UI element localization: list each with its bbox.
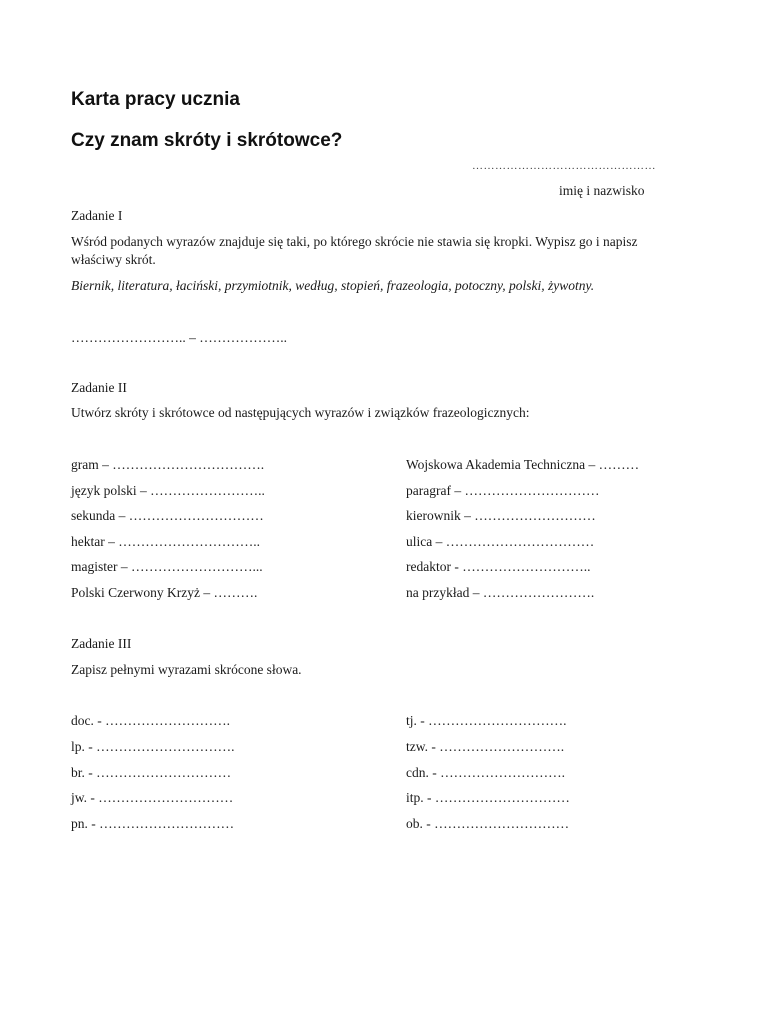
task2-right-item: paragraf – ………………………… (406, 483, 600, 498)
task2-heading: Zadanie II (71, 380, 127, 395)
task2-left-item: sekunda – ………………………… (71, 508, 264, 523)
task1-instruction: Wśród podanych wyrazów znajduje się taki, po którego skrócie nie stawia się kropki. Wypisz go i napisz właściwy skrót. (71, 234, 638, 267)
task1-answer-line: …………………….. – ……………….. (71, 330, 287, 345)
task2-left-item: magister – ………………………... (71, 559, 263, 574)
task2-instruction: Utwórz skróty i skrótowce od następujących wyrazów i związków frazeologicznych: (71, 405, 530, 420)
task3-left-item: br. - ………………………… (71, 765, 232, 780)
task1-heading: Zadanie I (71, 208, 123, 223)
task3-right-item: ob. - ………………………… (406, 816, 570, 831)
task1-word-list: Biernik, literatura, łaciński, przymiotnik, według, stopień, frazeologia, potoczny, polski, żywotny. (71, 278, 595, 293)
task3-left-item: pn. - ………………………… (71, 816, 235, 831)
task2-right-item: ulica – …………………………… (406, 534, 595, 549)
task2-right-item: kierownik – ……………………… (406, 508, 596, 523)
task2-left-item: gram – ……………………………. (71, 457, 265, 472)
task3-right-item: tj. - …………………………. (406, 713, 567, 728)
worksheet-subtitle: Czy znam skróty i skrótowce? (71, 130, 343, 151)
task2-right-item: na przykład – ……………………. (406, 585, 595, 600)
task3-heading: Zadanie III (71, 636, 132, 651)
task3-right-item: tzw. - ………………………. (406, 739, 565, 754)
task3-instruction: Zapisz pełnymi wyrazami skrócone słowa. (71, 662, 302, 677)
task3-right-item: itp. - ………………………… (406, 790, 570, 805)
task3-right-item: cdn. - ………………………. (406, 765, 565, 780)
task2-left-item: język polski – …………………….. (71, 483, 265, 498)
task2-left-item: Polski Czerwony Krzyż – ………. (71, 585, 258, 600)
task2-right-item: redaktor - ……………………….. (406, 559, 591, 574)
task2-right-item: Wojskowa Akademia Techniczna – ……… (406, 457, 640, 472)
task2-left-item: hektar – ………………………….. (71, 534, 260, 549)
name-label: imię i nazwisko (559, 183, 645, 198)
worksheet-title: Karta pracy ucznia (71, 89, 240, 110)
name-blank-line: ………………………………………… (472, 160, 656, 172)
task3-left-item: doc. - ………………………. (71, 713, 230, 728)
task3-left-item: lp. - …………………………. (71, 739, 235, 754)
task3-left-item: jw. - ………………………… (71, 790, 234, 805)
